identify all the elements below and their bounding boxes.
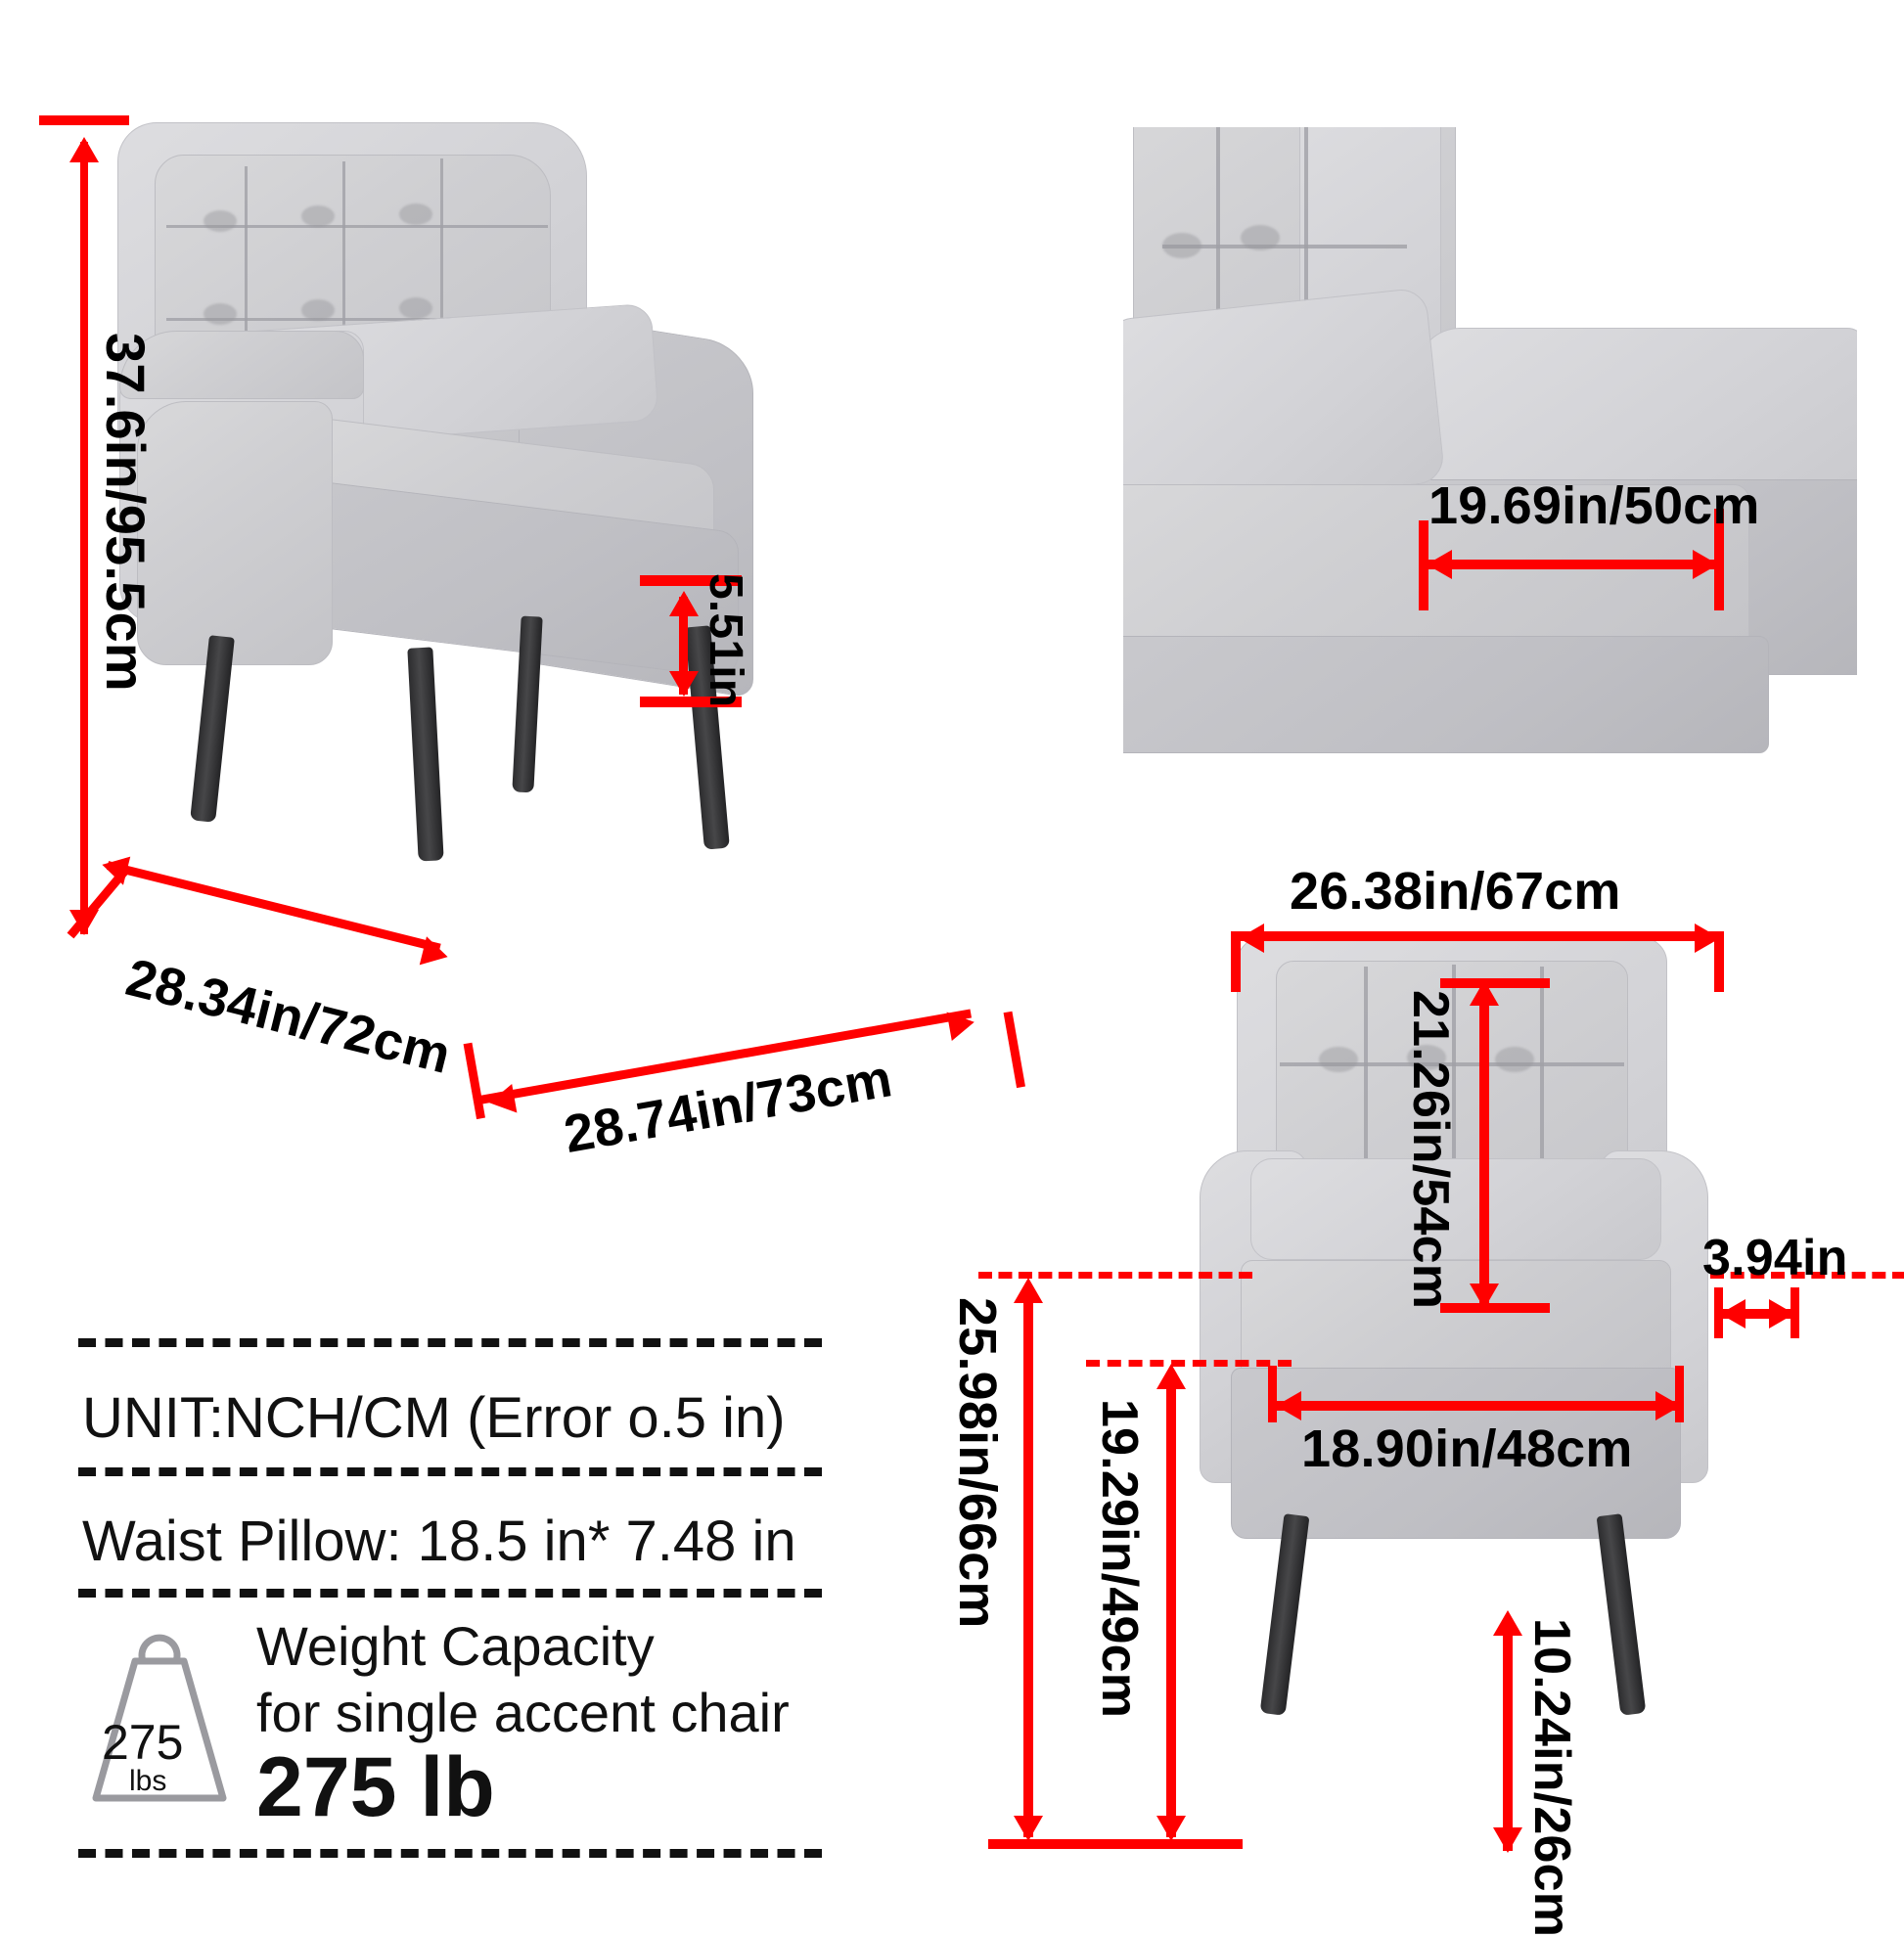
weight-icon bbox=[76, 1616, 243, 1812]
seat-width-arrow-left bbox=[1276, 1391, 1301, 1420]
back-tuft bbox=[399, 297, 432, 319]
chair-leg bbox=[407, 647, 443, 861]
weight-title-line-1: Weight Capacity bbox=[256, 1615, 655, 1677]
dim-depth: 28.34in/72cm bbox=[120, 947, 457, 1086]
front-width-arrow-right bbox=[1695, 923, 1720, 953]
seat-back-height-arrow-up bbox=[1014, 1278, 1043, 1303]
depth-arrow-right bbox=[420, 936, 451, 970]
info-divider-top bbox=[78, 1338, 822, 1347]
dim-leg-height: 10.24in/26cm bbox=[1523, 1618, 1580, 1937]
backrest-height-line bbox=[1479, 983, 1489, 1311]
width-arrow-right bbox=[947, 1008, 977, 1041]
detail-waist-pillow bbox=[1123, 287, 1446, 515]
chair-front-arm-post bbox=[137, 401, 333, 665]
back-tuft bbox=[204, 303, 237, 325]
dim-arm-depth: 19.69in/50cm bbox=[1428, 476, 1760, 535]
backrest-height-arrow-up bbox=[1470, 980, 1499, 1006]
width-dim-tick bbox=[464, 1043, 485, 1119]
arm-depth-arrow-right bbox=[1693, 550, 1718, 579]
info-divider-bottom bbox=[78, 1849, 822, 1858]
arm-depth-dim-line bbox=[1424, 560, 1722, 569]
leg-height-arrow-down bbox=[1493, 1827, 1522, 1853]
height-arrow-up bbox=[69, 137, 99, 162]
dim-front-width: 26.38in/67cm bbox=[1290, 862, 1621, 921]
back-tuft bbox=[204, 210, 237, 232]
front-back-tuft bbox=[1495, 1047, 1534, 1072]
arm-depth-arrow-left bbox=[1427, 550, 1452, 579]
front-width-dim-line bbox=[1235, 931, 1724, 941]
dim-cushion-thickness: 5.51in bbox=[700, 573, 751, 708]
dim-width: 28.74in/73cm bbox=[560, 1049, 897, 1165]
detail-base bbox=[1123, 636, 1769, 753]
dim-overall-height: 37.6in/95.5cm bbox=[95, 333, 157, 692]
leg-height-line bbox=[1503, 1634, 1513, 1851]
dim-arm-height: 19.29in/49cm bbox=[1091, 1399, 1148, 1719]
dim-seat-back-height: 25.98in/66cm bbox=[948, 1297, 1007, 1629]
back-tuft bbox=[301, 299, 335, 321]
cushion-arrow-up bbox=[669, 591, 699, 616]
seat-width-arrow-right bbox=[1655, 1391, 1681, 1420]
info-unit-line: UNIT:NCH/CM (Error o.5 in) bbox=[82, 1386, 786, 1450]
chair-three-quarter-view bbox=[98, 108, 861, 851]
seat-width-line bbox=[1272, 1401, 1683, 1411]
seat-back-height-guide-mid bbox=[1086, 1360, 1292, 1367]
arm-height-arrow-up bbox=[1156, 1364, 1186, 1389]
back-tuft bbox=[399, 203, 432, 225]
back-tuft bbox=[301, 205, 335, 227]
height-dim-cap-top bbox=[39, 115, 129, 125]
dim-arm-width: 3.94in bbox=[1702, 1230, 1848, 1286]
depth-dim-line bbox=[107, 861, 441, 952]
arm-height-line bbox=[1166, 1387, 1176, 1837]
weight-icon-number: 275 bbox=[102, 1715, 184, 1770]
arm-height-arrow-down bbox=[1156, 1816, 1186, 1841]
dim-backrest-height: 21.26in/54cm bbox=[1402, 990, 1459, 1310]
front-leg bbox=[1260, 1513, 1310, 1716]
weight-title-line-2: for single accent chair bbox=[256, 1682, 790, 1743]
backrest-height-arrow-down bbox=[1470, 1284, 1499, 1309]
cushion-arrow-down bbox=[669, 671, 699, 697]
weight-icon-unit: lbs bbox=[129, 1765, 167, 1797]
depth-arrow-left bbox=[99, 850, 130, 884]
front-leg bbox=[1597, 1513, 1647, 1716]
front-width-arrow-left bbox=[1239, 923, 1264, 953]
leg-height-arrow-up bbox=[1493, 1610, 1522, 1636]
seat-back-height-line bbox=[1023, 1301, 1033, 1837]
height-dim-line bbox=[80, 142, 88, 934]
detail-back-tuft bbox=[1162, 233, 1201, 258]
dim-seat-width: 18.90in/48cm bbox=[1301, 1419, 1633, 1478]
weight-value: 275 lb bbox=[256, 1740, 495, 1834]
seat-back-height-arrow-down bbox=[1014, 1816, 1043, 1841]
arm-width-arrow-right bbox=[1769, 1299, 1794, 1329]
info-divider-mid bbox=[78, 1467, 822, 1476]
info-pillow-line: Waist Pillow: 18.5 in* 7.48 in bbox=[82, 1509, 796, 1573]
info-divider-lower bbox=[78, 1589, 822, 1598]
width-arrow-left bbox=[487, 1084, 518, 1117]
arm-width-arrow-left bbox=[1720, 1299, 1745, 1329]
width-dim-tick-2 bbox=[1004, 1012, 1025, 1088]
seat-back-height-cap-bottom bbox=[988, 1839, 1243, 1849]
front-back-tuft bbox=[1319, 1047, 1358, 1072]
detail-back-tuft bbox=[1241, 225, 1280, 250]
